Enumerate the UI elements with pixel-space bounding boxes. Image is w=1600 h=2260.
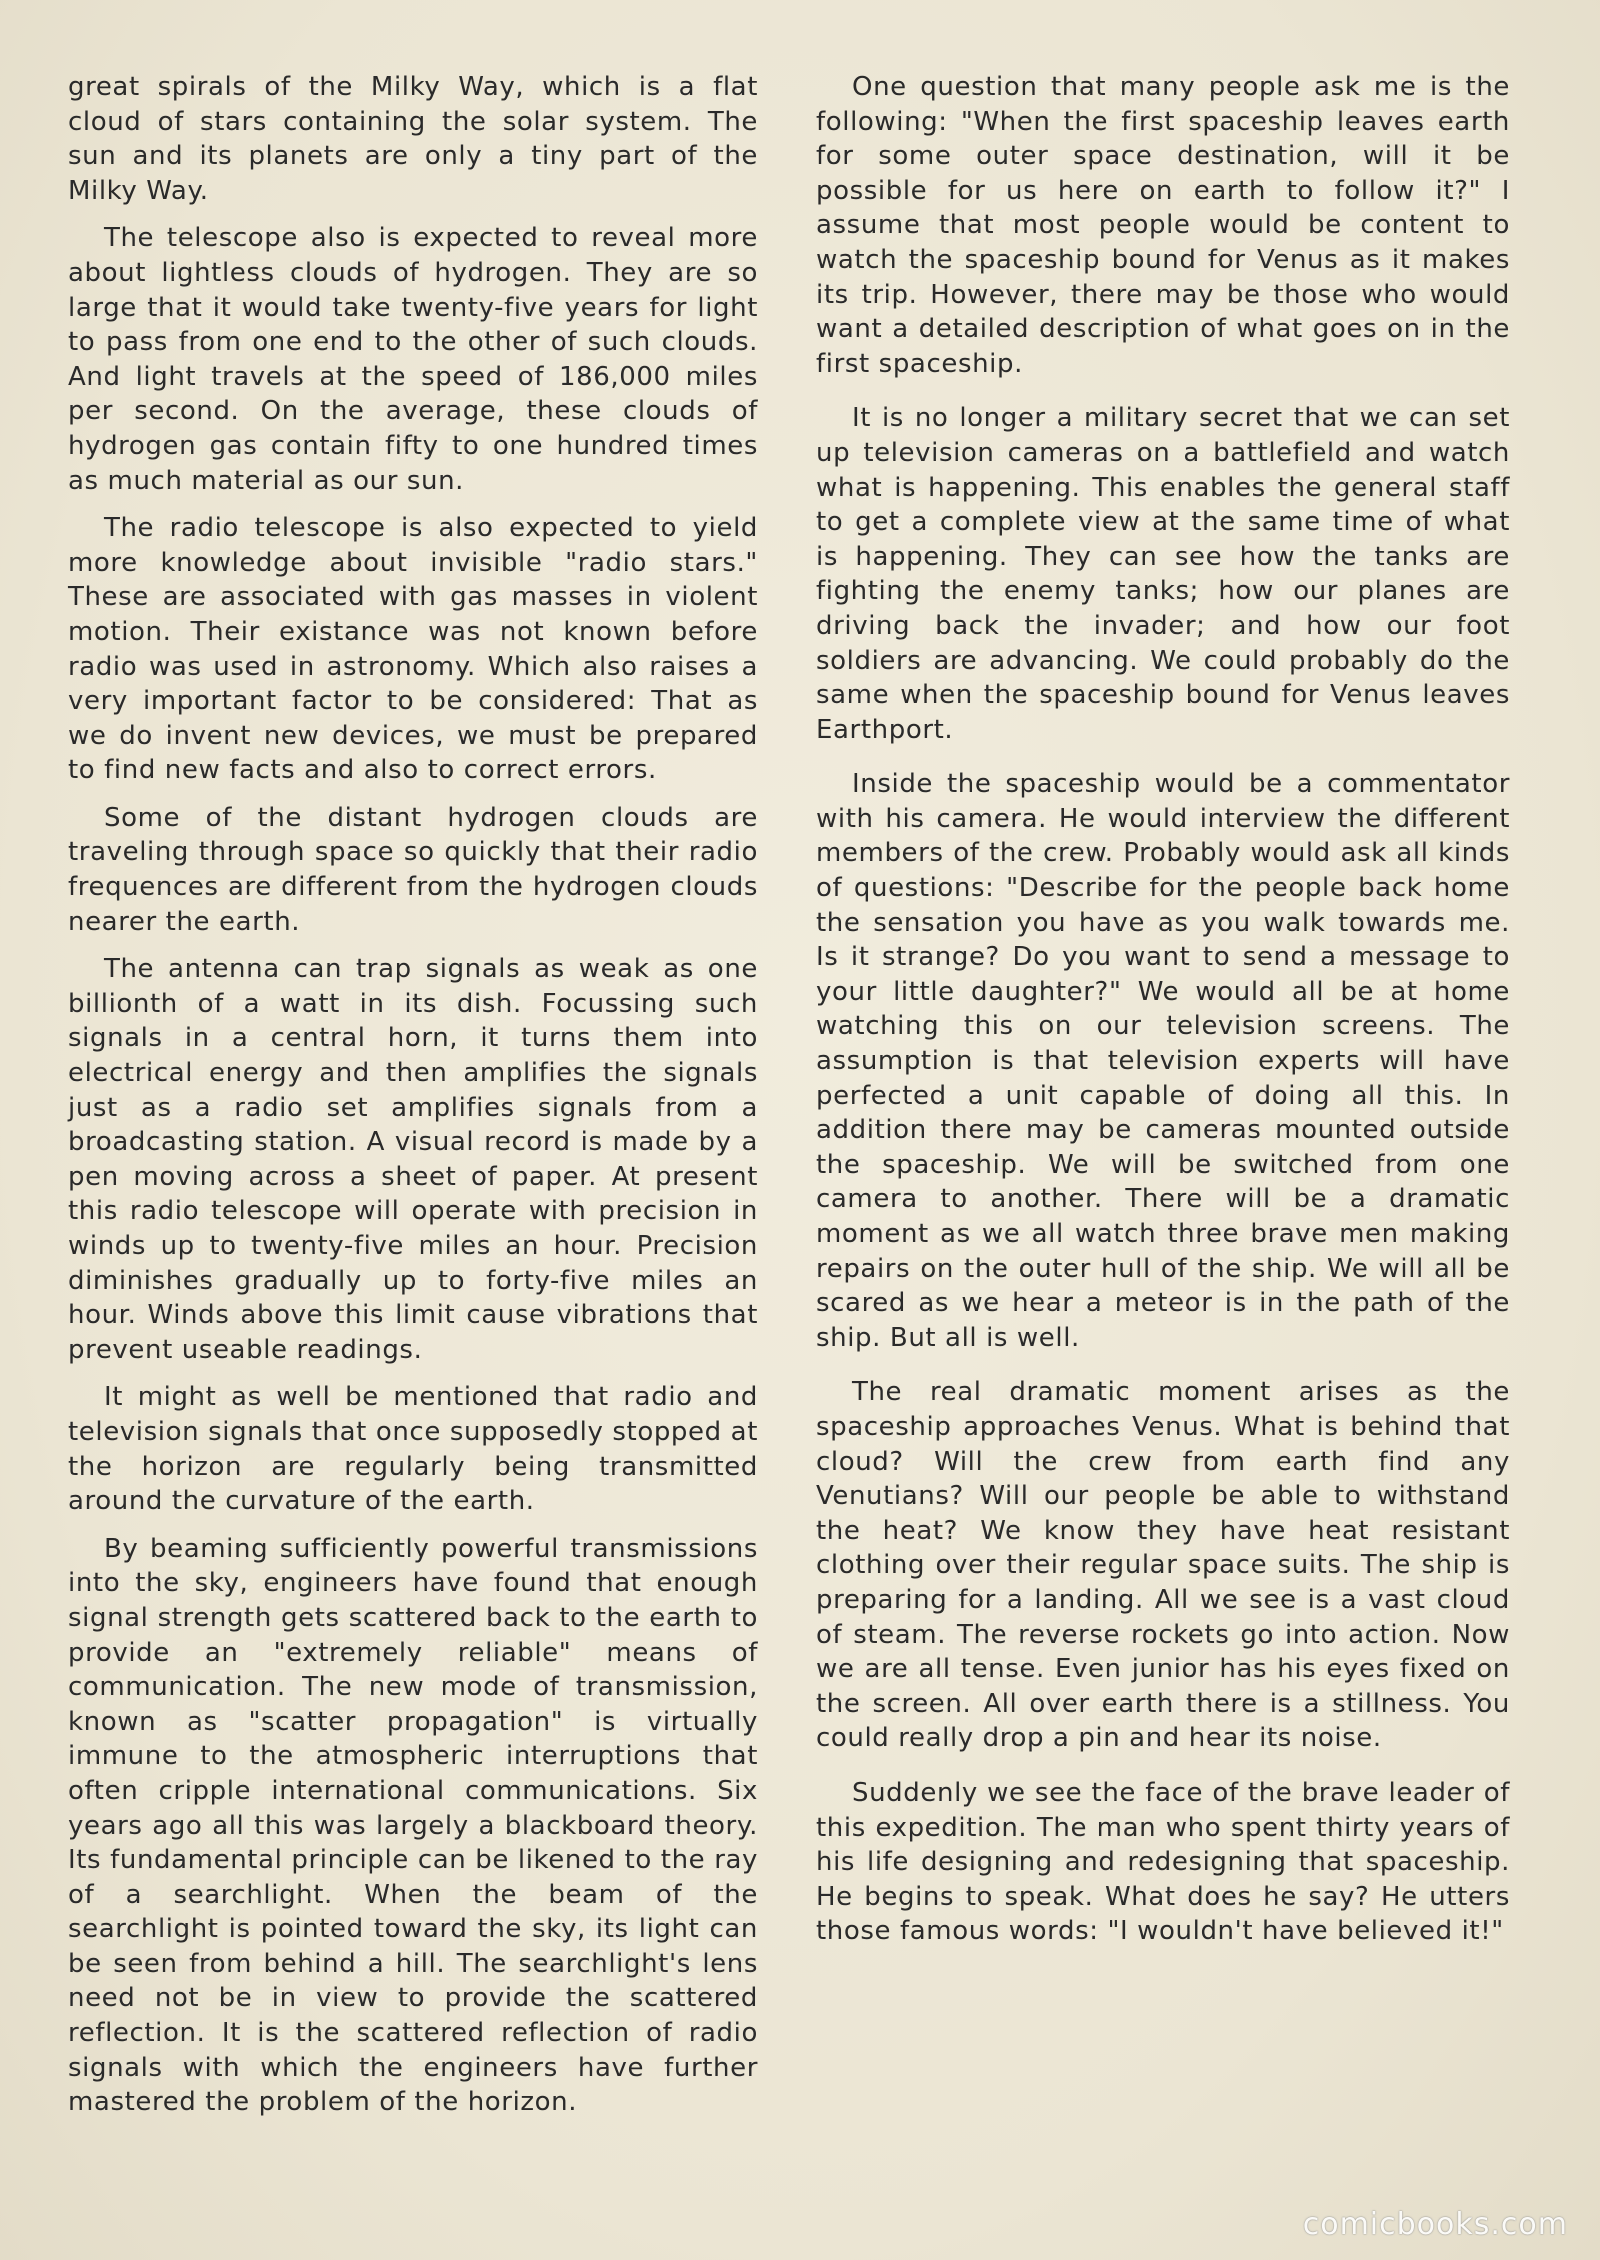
paragraph: Some of the distant hydrogen clouds are traveling through space so quickly that their radio frequences are different from the hydrogen clouds nearer the earth. bbox=[68, 802, 758, 937]
left-text-column bbox=[68, 70, 758, 2120]
paragraph: One question that many people ask me is the following: "When the first spaceship leaves earth for some outer space destination, will it be possible for us here on earth to follow it?" I assume that most people would be content to watch the spaceship bound for Venus as it makes its trip. However, there may be those who would want a detailed description of what goes on in the first spaceship. bbox=[816, 72, 1510, 379]
paragraph: The telescope also is expected to reveal more about lightless clouds of hydrogen. They are so large that it would take twenty-five years for light to pass from one end to the other of such clouds. And light travels at the speed of 186,000 miles per second. On the average, these clouds of hydrogen gas contain fifty to one hundred times as much material as our sun. bbox=[68, 223, 758, 496]
right-text-column bbox=[816, 70, 1510, 1949]
paragraph: It is no longer a military secret that we can set up television cameras on a battlefield and watch what is happening. This enables the general staff to get a complete view at the same time of what is happening. They can see how the tanks are fighting the enemy tanks; how our planes are driving back the invader; and how our foot soldiers are advancing. We could probably do the same when the spaceship bound for Venus leaves Earthport. bbox=[816, 403, 1510, 745]
site-watermark: comicbooks.com bbox=[1302, 2207, 1568, 2242]
paragraph: It might as well be mentioned that radio and television signals that once supposedly stopped at the horizon are regularly being transmitted around the curvature of the earth. bbox=[68, 1382, 758, 1517]
paragraph: The real dramatic moment arises as the spaceship approaches Venus. What is behind that cloud? Will the crew from earth find any Venutians? Will our people be able to withstand the heat? We know they have heat resistant clothing over their regular space suits. The ship is preparing for a landing. All we see is a vast cloud of steam. The reverse rockets go into action. Now we are all tense. Even junior has his eyes fixed on the screen. All over earth there is a stillness. You could really drop a pin and hear its noise. bbox=[816, 1377, 1510, 1754]
paragraph: great spirals of the Milky Way, which is a flat cloud of stars containing the solar system. The sun and its planets are only a tiny part of the Milky Way. bbox=[68, 72, 758, 206]
paragraph: The antenna can trap signals as weak as one billionth of a watt in its dish. Focussing such signals in a central horn, it turns them into electrical energy and then amplifies the signals just as a radio set amplifies signals from a broadcasting station. A visual record is made by a pen moving across a sheet of paper. At present this radio telescope will operate with precision in winds up to twenty-five miles an hour. Precision diminishes gradually up to forty-five miles an hour. Winds above this limit cause vibrations that prevent useable readings. bbox=[68, 954, 758, 1365]
paragraph: By beaming sufficiently powerful transmissions into the sky, engineers have found that enough signal strength gets scattered back to the earth to provide an "extremely reliable" means of communication. The new mode of transmission, known as "scatter propagation" is virtually immune to the atmospheric interruptions that often cripple international communications. Six years ago all this was largely a blackboard theory. Its fundamental principle can be likened to the ray of a searchlight. When the beam of the searchlight is pointed toward the sky, its light can be seen from behind a hill. The searchlight's lens need not be in view to provide the scattered reflection. It is the scattered reflection of radio signals with which the engineers have further mastered the problem of the horizon. bbox=[68, 1533, 758, 2118]
paragraph: Inside the spaceship would be a commentator with his camera. He would interview the different members of the crew. Probably would ask all kinds of questions: "Describe for the people back home the sensation you have as you walk towards me. Is it strange? Do you want to send a message to your little daughter?" We would all be at home watching this on our television screens. The assumption is that television experts will have perfected a unit capable of doing all this. In addition there may be cameras mounted outside the spaceship. We will be switched from one camera to another. There will be a dramatic moment as we all watch three brave men making repairs on the outer hull of the ship. We will all be scared as we hear a meteor is in the path of the ship. But all is well. bbox=[816, 769, 1510, 1353]
paragraph: The radio telescope is also expected to yield more knowledge about invisible "radio stars." These are associated with gas masses in violent motion. Their existance was not known before radio was used in astronomy. Which also raises a very important factor to be considered: That as we do invent new devices, we must be prepared to find new facts and also to correct errors. bbox=[68, 513, 758, 786]
paragraph: Suddenly we see the face of the brave leader of this expedition. The man who spent thirty years of his life designing and redesigning that spaceship. He begins to speak. What does he say? He utters those famous words: "I wouldn't have believed it!" bbox=[816, 1777, 1510, 1947]
